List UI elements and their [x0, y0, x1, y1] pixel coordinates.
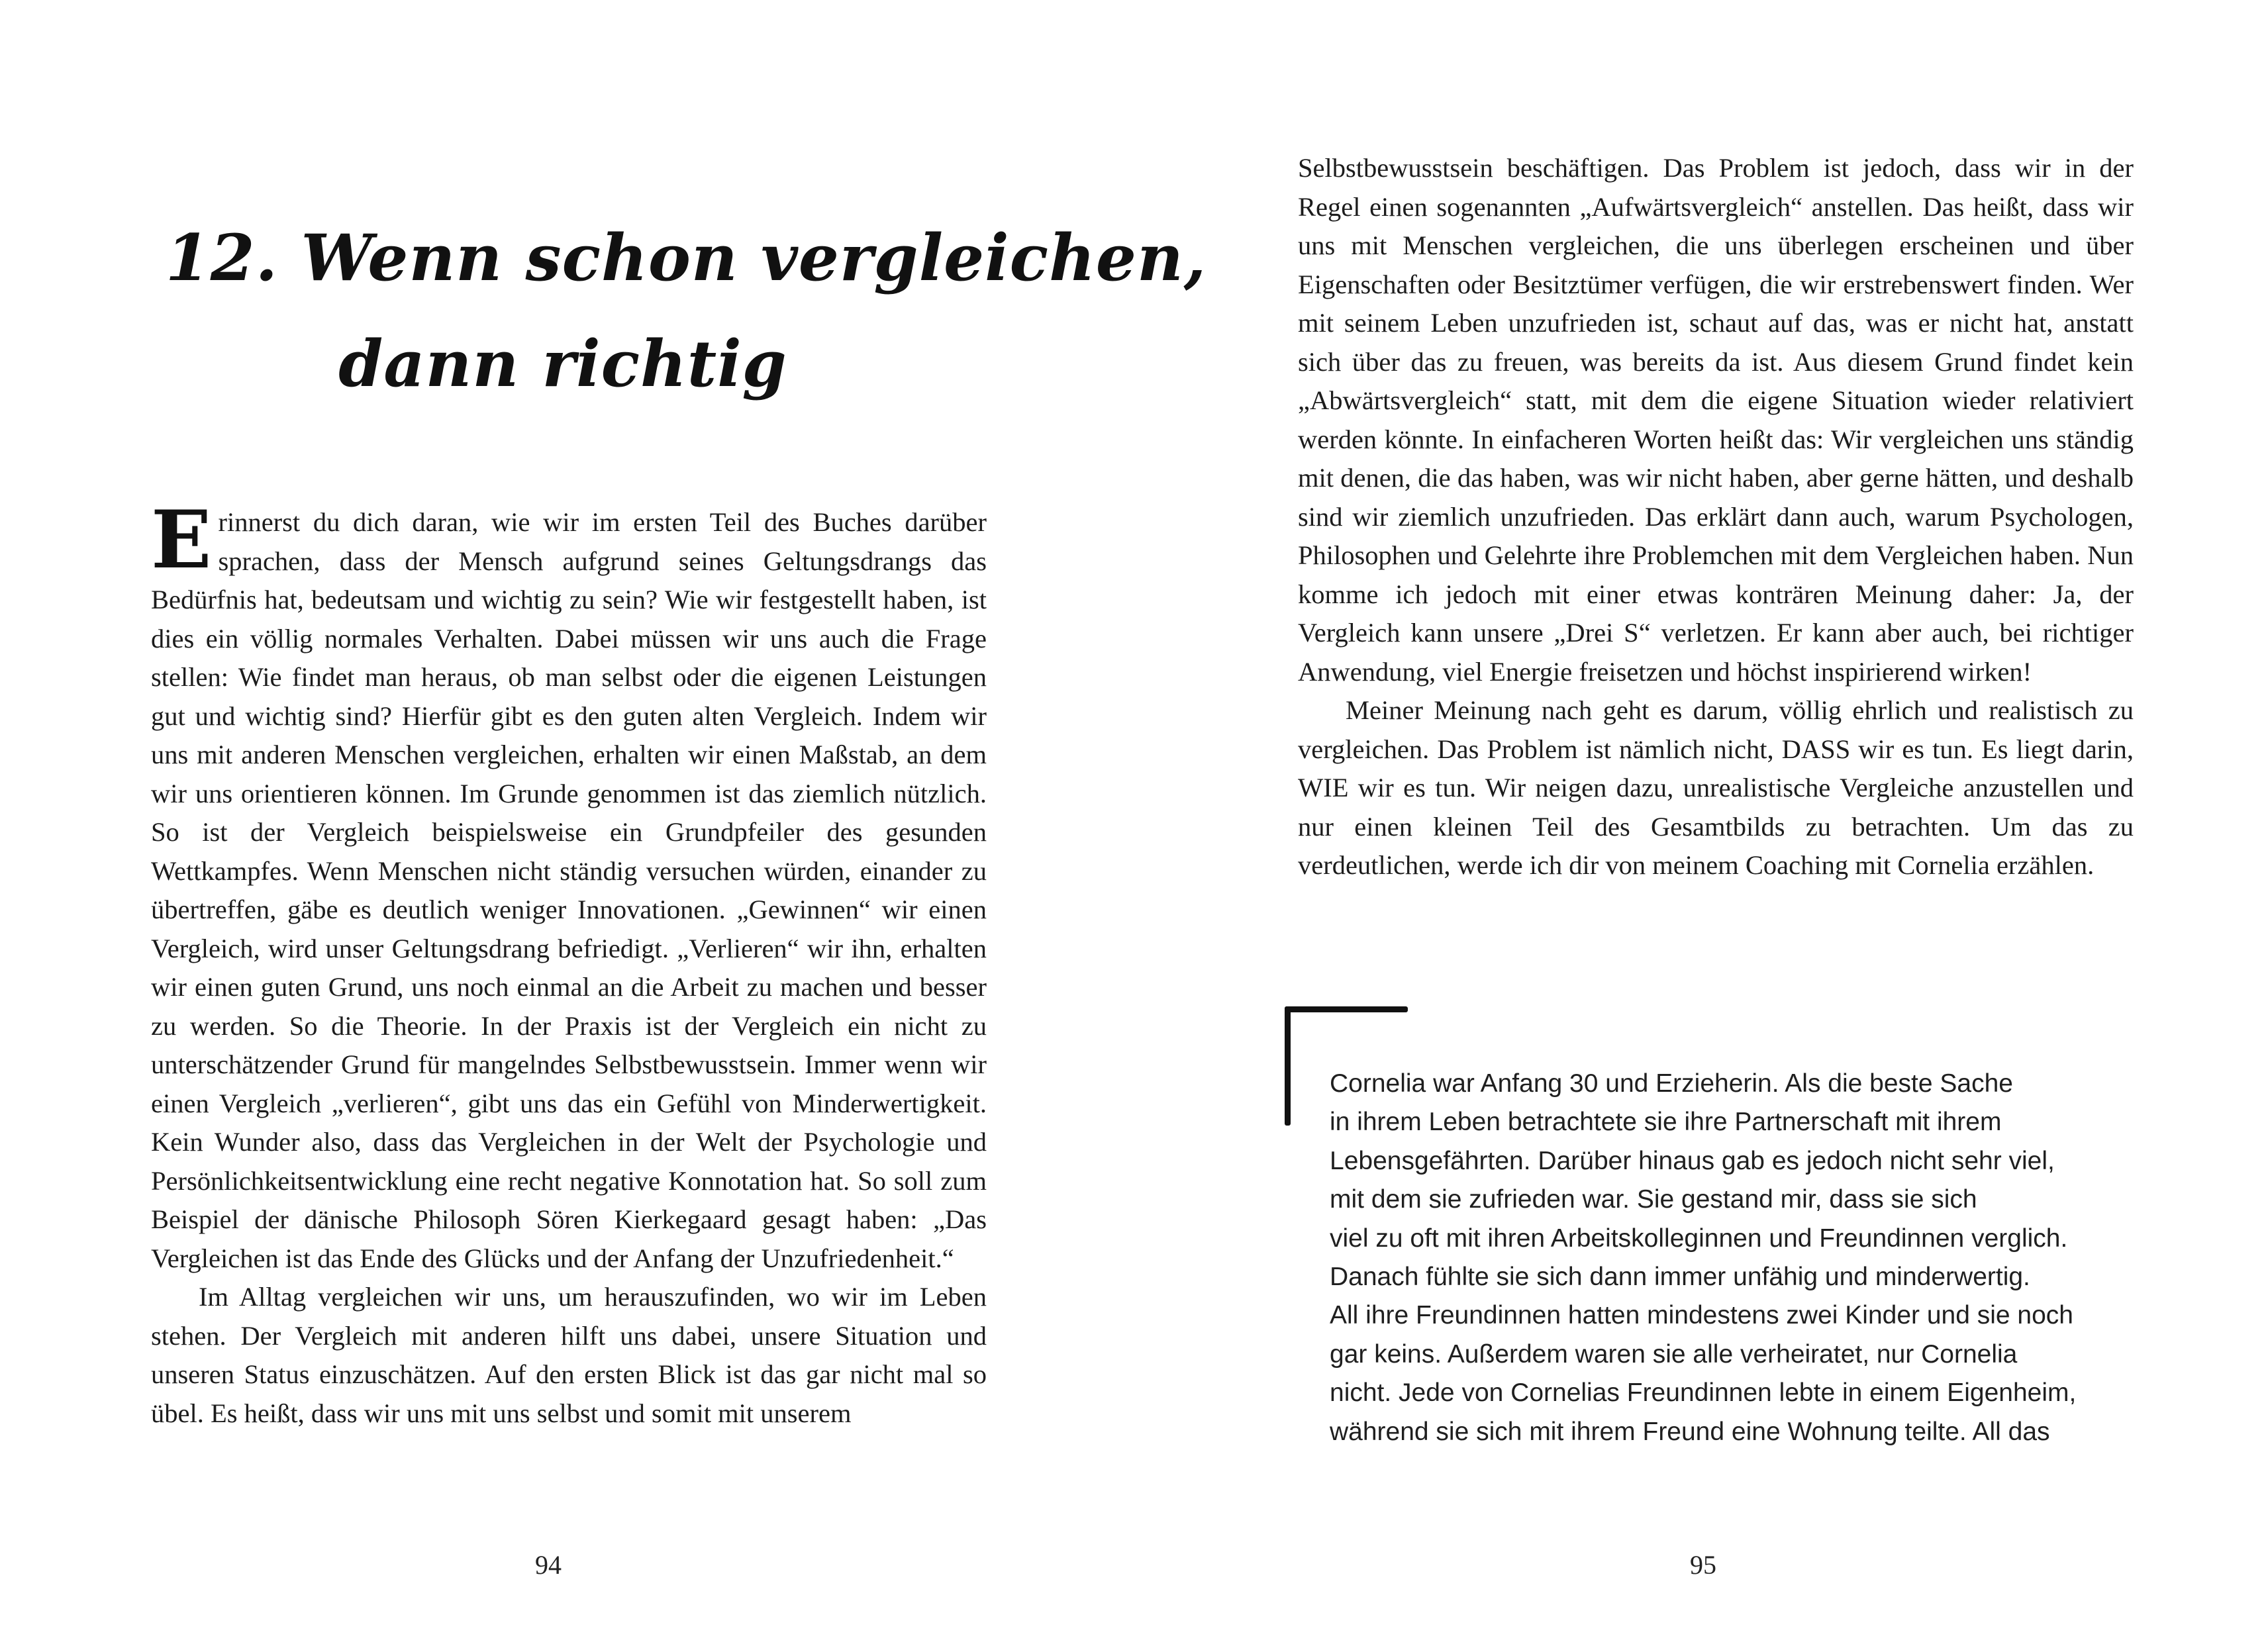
case-study-line: Cornelia war Anfang 30 und Erzieherin. Als die beste Sache: [1330, 1069, 2013, 1098]
paragraph: Selbstbewusstsein beschäftigen. Das Problem ist jedoch, dass wir in der Regel einen sogenannten „Aufwärtsvergleich“ anstellen. Das heißt, dass wir uns mit Menschen vergleichen, die uns überlegen erscheinen und über Eigenschaften oder Besitztümer verfügen, die wir erstrebenswert finden. Wer mit seinem Leben unzufrieden ist, schaut auf das, was er nicht hat, anstatt sich über das zu freuen, was bereits da ist. Aus diesem Grund findet kein „Abwärtsvergleich“ statt, mit dem die eigene Situation wieder relativiert werden könnte. In einfacheren Worten heißt das: Wir vergleichen uns ständig mit denen, die das haben, was wir nicht haben, aber gerne hätten, und deshalb sind wir ziemlich unzufrieden. Das erklärt dann auch, warum Psychologen, Philosophen und Gelehrte ihre Problemchen mit dem Vergleichen haben. Nun komme ich jedoch mit einer etwas konträren Meinung daher: Ja, der Vergleich kann unsere „Drei S“ verletzen. Er kann aber auch, bei richtiger Anwendung, viel Energie freisetzen und höchst inspirierend wirken!: [1298, 153, 2134, 687]
case-study-line: während sie sich mit ihrem Freund eine Wohnung teilte. All das: [1330, 1417, 2050, 1446]
chapter-title-line-1: 12. Wenn schon vergleichen,: [166, 220, 1207, 295]
page-number: 94: [535, 1550, 562, 1580]
page-number: 95: [1690, 1550, 1716, 1580]
case-study-line: in ihrem Leben betrachtete sie ihre Partnerschaft mit ihrem: [1330, 1108, 2002, 1137]
paragraph: Meiner Meinung nach geht es darum, völlig ehrlich und realistisch zu vergleichen. Das Problem ist nämlich nicht, DASS wir es tun. Es liegt darin, WIE wir es tun. Wir neigen dazu, unrealistische Vergleiche anzustellen und nur einen kleinen Teil des Gesamtbilds zu betrachten. Um das zu verdeutlichen, werde ich dir von meinem Coaching mit Cornelia erzählen.: [1298, 695, 2134, 880]
case-study-line: mit dem sie zufrieden war. Sie gestand mir, dass sie sich: [1330, 1185, 1977, 1214]
right-body-text: [1298, 149, 2134, 885]
case-study-box: [1330, 1065, 2138, 1451]
paragraph-text: rinnerst du dich daran, wie wir im ersten Teil des Buches darüber sprachen, dass der Mensch aufgrund seines Geltungsdrangs das Bedürfnis hat, bedeutsam und wichtig zu sein? Wie wir festgestellt haben, ist dies ein völlig normales Verhalten. Dabei müssen wir uns auch die Frage stellen: Wie findet man heraus, ob man selbst oder die eigenen Leistungen gut und wichtig sind? Hierfür gibt es den guten alten Vergleich. Indem wir uns mit anderen Menschen vergleichen, erhalten wir einen Maßstab, an dem wir uns orientieren können. Im Grunde genommen ist das ziemlich nützlich. So ist der Vergleich beispielsweise ein Grundpfeiler des gesunden Wettkampfes. Wenn Menschen nicht ständig versuchen würden, einander zu übertreffen, gäbe es deutlich weniger Innovationen. „Gewinnen“ wir einen Vergleich, wird unser Geltungsdrang befriedigt. „Verlieren“ wir ihn, erhalten wir einen guten Grund, uns noch einmal an die Arbeit zu machen und besser zu werden. So die Theorie. In der Praxis ist der Vergleich ein nicht zu unterschätzender Grund für mangelndes Selbstbewusstsein. Immer wenn wir einen Vergleich „verlieren“, gibt uns das ein Gefühl von Minderwertigkeit. Kein Wunder also, dass das Vergleichen in der Welt der Psychologie und Persönlichkeitsentwicklung eine recht negative Konnotation hat. So soll zum Beispiel der dänische Philosoph Sören Kierkegaard gesagt haben: „Das Vergleichen ist das Ende des Glücks und der Anfang der Unzufriedenheit.“: [151, 507, 987, 1273]
paragraph: Im Alltag vergleichen wir uns, um herauszufinden, wo wir im Leben stehen. Der Vergleich mit anderen hilft uns dabei, unsere Situation und unseren Status einzuschätzen. Auf den ersten Blick ist das gar nicht mal so übel. Es heißt, dass wir uns mit uns selbst und somit mit unserem: [151, 1282, 987, 1428]
chapter-title-line-2: dann richtig: [338, 326, 787, 401]
bracket-left-line: [1285, 1006, 1291, 1126]
paragraph: [151, 493, 987, 1278]
case-study-line: gar keins. Außerdem waren sie alle verheiratet, nur Cornelia: [1330, 1339, 2018, 1369]
case-study-line: Lebensgefährten. Darüber hinaus gab es jedoch nicht sehr viel,: [1330, 1146, 2055, 1175]
left-body-text: [151, 493, 987, 1433]
drop-cap: E: [151, 493, 212, 587]
bracket-top-line: [1285, 1006, 1408, 1012]
case-study-line: nicht. Jede von Cornelias Freundinnen lebte in einem Eigenheim,: [1330, 1378, 2077, 1408]
case-study-line: All ihre Freundinnen hatten mindestens zwei Kinder und sie noch: [1330, 1301, 2074, 1330]
case-study-line: viel zu oft mit ihren Arbeitskolleginnen und Freundinnen verglich.: [1330, 1224, 2068, 1253]
chapter-title: [166, 205, 1207, 417]
case-study-line: Danach fühlte sie sich dann immer unfähig und minderwertig.: [1330, 1263, 2030, 1292]
